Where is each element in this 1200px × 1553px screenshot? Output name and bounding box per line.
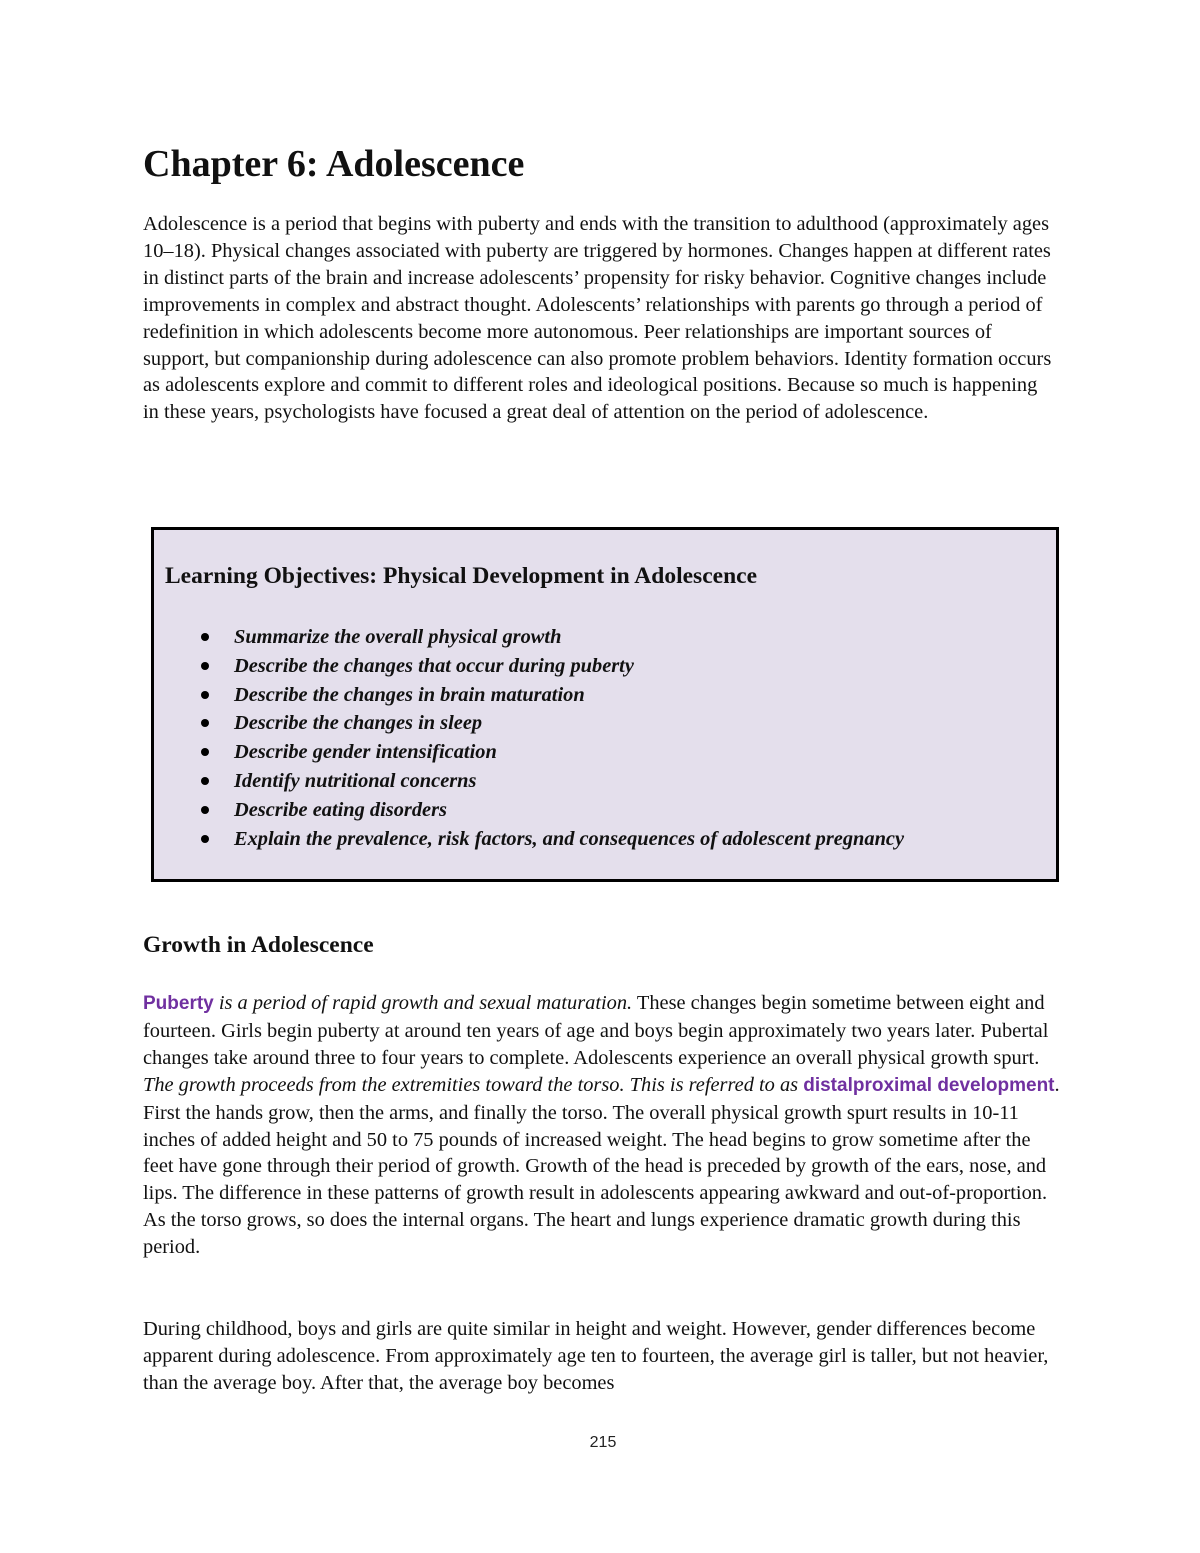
intro-paragraph: Adolescence is a period that begins with puberty and ends with the transition to adulthood (approximately ages 10–18). Physical changes associated with puberty are triggered by hormones. Changes happen at different rates in distinct parts of the brain and increase adolescents’ propensity for risky behavior. Cognitive changes include improvements in complex and abstract thought. Adolescents’ relationships with parents go through a period of redefinition in which adolescents become more autonomous. Peer relationships are important sources of support, but companionship during adolescence can also promote problem behaviors. Identity formation occurs as adolescents explore and commit to different roles and ideological positions. Because so much is happening in these years, psychologists have focused a great deal of attention on the period of adolescence.	[143, 213, 1052, 424]
growth-text-c: . First the hands grow, then the arms, and finally the torso. The overall physical growth spurt results in 10-11 inches of added height and 50 to 75 pounds of increased weight. The head begins to grow sometime after the feet have gone through their period of growth. Growth of the head is preceded by growth of the ears, nose, and lips. The difference in these patterns of growth result in adolescents appearing awkward and out-of-proportion. As the torso grows, so does the internal organs. The heart and lungs experience dramatic growth during this period.	[143, 1073, 1060, 1259]
bullet-icon	[201, 806, 209, 814]
bullet-icon	[201, 748, 209, 756]
section-title-growth: Growth in Adolescence	[143, 932, 374, 958]
objectives-title: Learning Objectives: Physical Development in Adolescence	[165, 563, 757, 589]
chapter-title: Chapter 6: Adolescence	[143, 143, 525, 185]
bullet-icon	[201, 835, 209, 843]
bullet-icon	[201, 777, 209, 785]
puberty-definition: is a period of rapid growth and sexual maturation.	[213, 992, 633, 1014]
page-number: 215	[589, 1434, 617, 1451]
growth-paragraph-1	[143, 990, 1061, 1261]
growth-paragraph-2: During childhood, boys and girls are quite similar in height and weight. However, gender differences become apparent during adolescence. From approximately age ten to fourteen, the average girl is taller, but not heavier, than the average boy. After that, the average boy becomes	[143, 1318, 1049, 1394]
bullet-icon	[201, 719, 209, 727]
term-distalproximal: distalproximal development	[803, 1074, 1055, 1096]
growth-italic-b: The growth proceeds from the extremities toward the torso. This is referred to as	[143, 1073, 804, 1096]
bullet-icon	[201, 633, 209, 641]
growth-text-a: These changes begin sometime between eight and fourteen. Girls begin puberty at around ten years of age and boys begin approximately two years later. Pubertal changes take around three to four years to complete. Adolescents experience an overall physical growth spurt.	[143, 992, 1049, 1069]
term-puberty: Puberty	[143, 993, 214, 1014]
bullet-icon	[201, 662, 209, 670]
bullet-icon	[201, 691, 209, 699]
learning-objectives-box: Learning Objectives: Physical Development in Adolescence Summarize the overall physical growth Describe the changes that occur during puberty Describe the changes in brain maturation Describe the changes in sleep Describe gender intensification Identify nutritional concerns Describe eating disorders Explain the prevalence, risk factors, and consequences of adolescent pregnancy	[151, 527, 1059, 882]
